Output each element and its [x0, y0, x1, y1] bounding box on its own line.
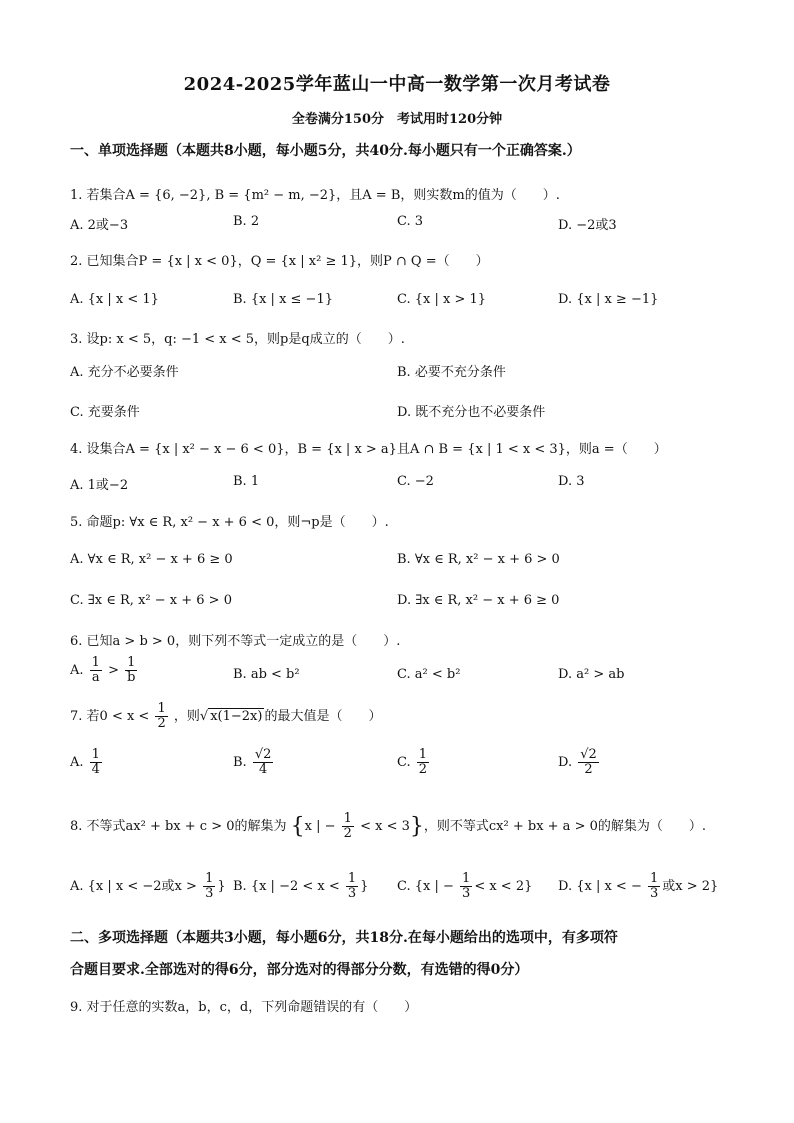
question-1-option-b: B. 2: [233, 214, 260, 229]
question-8-option-a: [70, 872, 226, 901]
denominator: 3: [205, 886, 214, 901]
question-3-option-d: D. 既不充分也不必要条件: [397, 405, 546, 420]
denominator: 2: [584, 762, 593, 777]
denominator: 3: [462, 886, 471, 901]
denominator: 4: [91, 762, 100, 777]
question-8-stem-post: ，则不等式cx² + bx + a > 0的解集为（ ）.: [423, 819, 706, 834]
denominator: 3: [650, 886, 659, 901]
question-3-option-b: B. 必要不充分条件: [397, 365, 506, 380]
numerator: 1: [125, 656, 137, 671]
section-multiple-choice-heading-line-1: 二、多项选择题（本题共3小题，每小题6分，共18分.在每小题给出的选项中，有多项符: [70, 930, 618, 946]
denominator: 2: [157, 716, 166, 731]
question-1-option-c: C. 3: [397, 214, 424, 229]
question-4-stem: 4. 设集合A = {x | x² − x − 6 < 0}，B = {x | x > a}且A ∩ B = {x | 1 < x < 3}，则a =（ ）: [70, 442, 667, 457]
question-4-option-b: B. 1: [233, 474, 260, 489]
question-1-option-d: D. −2或3: [558, 218, 617, 233]
option-post: }: [360, 879, 369, 894]
question-1-stem: 1. 若集合A = {6, −2}, B = {m² − m, −2}，且A = B，则实数m的值为（ ）.: [70, 188, 560, 203]
question-7-stem-post: 的最大值是（ ）: [264, 709, 382, 724]
question-6-stem: 6. 已知a > b > 0，则下列不等式一定成立的是（ ）.: [70, 634, 401, 649]
question-4-option-a: A. 1或−2: [70, 478, 129, 493]
numerator: 1: [205, 871, 214, 886]
sqrt-symbol: √: [199, 709, 209, 724]
numerator: 1: [91, 747, 100, 762]
question-7-stem-pre: 7. 若0 < x <: [70, 709, 150, 724]
question-8-option-d: [558, 872, 718, 901]
question-6-option-b: B. ab < b²: [233, 667, 300, 682]
question-3-option-c: C. 充要条件: [70, 405, 140, 420]
denominator: 2: [418, 762, 428, 777]
numerator: 1: [343, 811, 352, 826]
option-pre: A. {x | x < −2或x >: [70, 879, 197, 894]
numerator: √2: [254, 747, 272, 762]
question-7-option-d: [558, 748, 601, 777]
fraction: [648, 872, 660, 901]
set-expression-post: < x < 3: [360, 819, 410, 834]
question-6-option-c: C. a² < b²: [397, 667, 461, 682]
set-expression-pre: x | −: [304, 819, 336, 834]
question-5-option-d: D. ∃x ∈ R, x² − x + 6 ≥ 0: [397, 593, 560, 608]
exam-subtitle: 全卷满分150分 考试用时120分钟: [291, 112, 503, 127]
option-label: C.: [397, 755, 411, 770]
numerator: 1: [157, 701, 166, 716]
left-brace: {: [290, 814, 305, 839]
fraction-1-over-b: [125, 656, 137, 685]
question-2-option-a: A. {x | x < 1}: [70, 292, 159, 307]
question-8-option-b: [233, 872, 368, 901]
question-8-stem-pre: 8. 不等式ax² + bx + c > 0的解集为: [70, 819, 287, 834]
question-6-option-a: [70, 656, 139, 685]
numerator: 1: [347, 871, 357, 886]
option-post: }: [217, 879, 226, 894]
denominator: 3: [347, 886, 357, 901]
option-post: < x < 2}: [474, 879, 533, 894]
fraction-1-over-a: [90, 656, 102, 685]
question-8-option-c: [397, 872, 532, 901]
fraction-1-over-2: [155, 702, 167, 731]
question-7-stem-mid: ，则: [173, 709, 200, 724]
denominator: b: [127, 670, 136, 685]
question-1-option-a: A. 2或−3: [70, 218, 129, 233]
fraction: [90, 748, 102, 777]
exam-title: 2024-2025学年蓝山一中高一数学第一次月考试卷: [183, 74, 611, 95]
numerator: 1: [462, 871, 471, 886]
question-2-option-c: C. {x | x > 1}: [397, 292, 487, 307]
numerator: 1: [418, 747, 428, 762]
question-4-option-c: C. −2: [397, 474, 434, 489]
option-pre: B. {x | −2 < x <: [233, 879, 340, 894]
option-post: 或x > 2}: [662, 879, 719, 894]
fraction: [460, 872, 472, 901]
section-single-choice-heading: 一、单项选择题（本题共8小题，每小题5分，共40分.每小题只有一个正确答案.）: [70, 143, 581, 159]
fraction: [578, 748, 599, 777]
option-pre: D. {x | x < −: [558, 879, 642, 894]
question-7-option-a: [70, 748, 104, 777]
question-5-option-c: C. ∃x ∈ R, x² − x + 6 > 0: [70, 593, 232, 608]
numerator: √2: [580, 747, 597, 762]
numerator: 1: [91, 655, 100, 670]
question-6-option-a-label: A.: [70, 663, 84, 678]
question-2-option-b: B. {x | x ≤ −1}: [233, 292, 333, 307]
section-multiple-choice-heading-line-2: 合题目要求.全部选对的得6分，部分选对的得部分分数，有选错的得0分）: [70, 962, 529, 978]
question-3-stem: 3. 设p: x < 5，q: −1 < x < 5，则p是q成立的（ ）.: [70, 332, 405, 347]
option-pre: C. {x | −: [397, 879, 454, 894]
fraction: [203, 872, 215, 901]
question-3-option-a: A. 充分不必要条件: [70, 365, 179, 380]
denominator: 4: [258, 762, 268, 777]
option-label: B.: [233, 755, 247, 770]
denominator: a: [91, 670, 100, 685]
question-5-option-b: B. ∀x ∈ R, x² − x + 6 > 0: [397, 552, 560, 567]
question-6-option-d: D. a² > ab: [558, 667, 625, 682]
denominator: 2: [343, 826, 352, 841]
fraction-1-over-2: [342, 812, 354, 841]
question-9-stem: 9. 对于任意的实数a，b，c，d，下列命题错误的有（ ）: [70, 1000, 418, 1015]
fraction: [253, 748, 274, 777]
question-2-stem: 2. 已知集合P = {x | x < 0}，Q = {x | x² ≥ 1}，则P ∩ Q =（ ）: [70, 254, 489, 269]
option-label: A.: [70, 755, 84, 770]
question-5-stem: 5. 命题p: ∀x ∈ R, x² − x + 6 < 0，则¬p是（ ）.: [70, 515, 389, 530]
right-brace: }: [409, 814, 424, 839]
question-2-option-d: D. {x | x ≥ −1}: [558, 292, 659, 307]
fraction: [346, 872, 358, 901]
question-4-option-d: D. 3: [558, 474, 585, 489]
question-7-stem: [70, 702, 730, 731]
sqrt-expression: x(1−2x): [210, 709, 263, 724]
question-7-option-c: [397, 748, 431, 777]
question-5-option-a: A. ∀x ∈ R, x² − x + 6 ≥ 0: [70, 552, 233, 567]
question-8-stem: [70, 812, 730, 841]
option-label: D.: [558, 755, 573, 770]
numerator: 1: [650, 871, 659, 886]
greater-than: >: [108, 663, 119, 678]
fraction: [417, 748, 429, 777]
question-7-option-b: [233, 748, 275, 777]
